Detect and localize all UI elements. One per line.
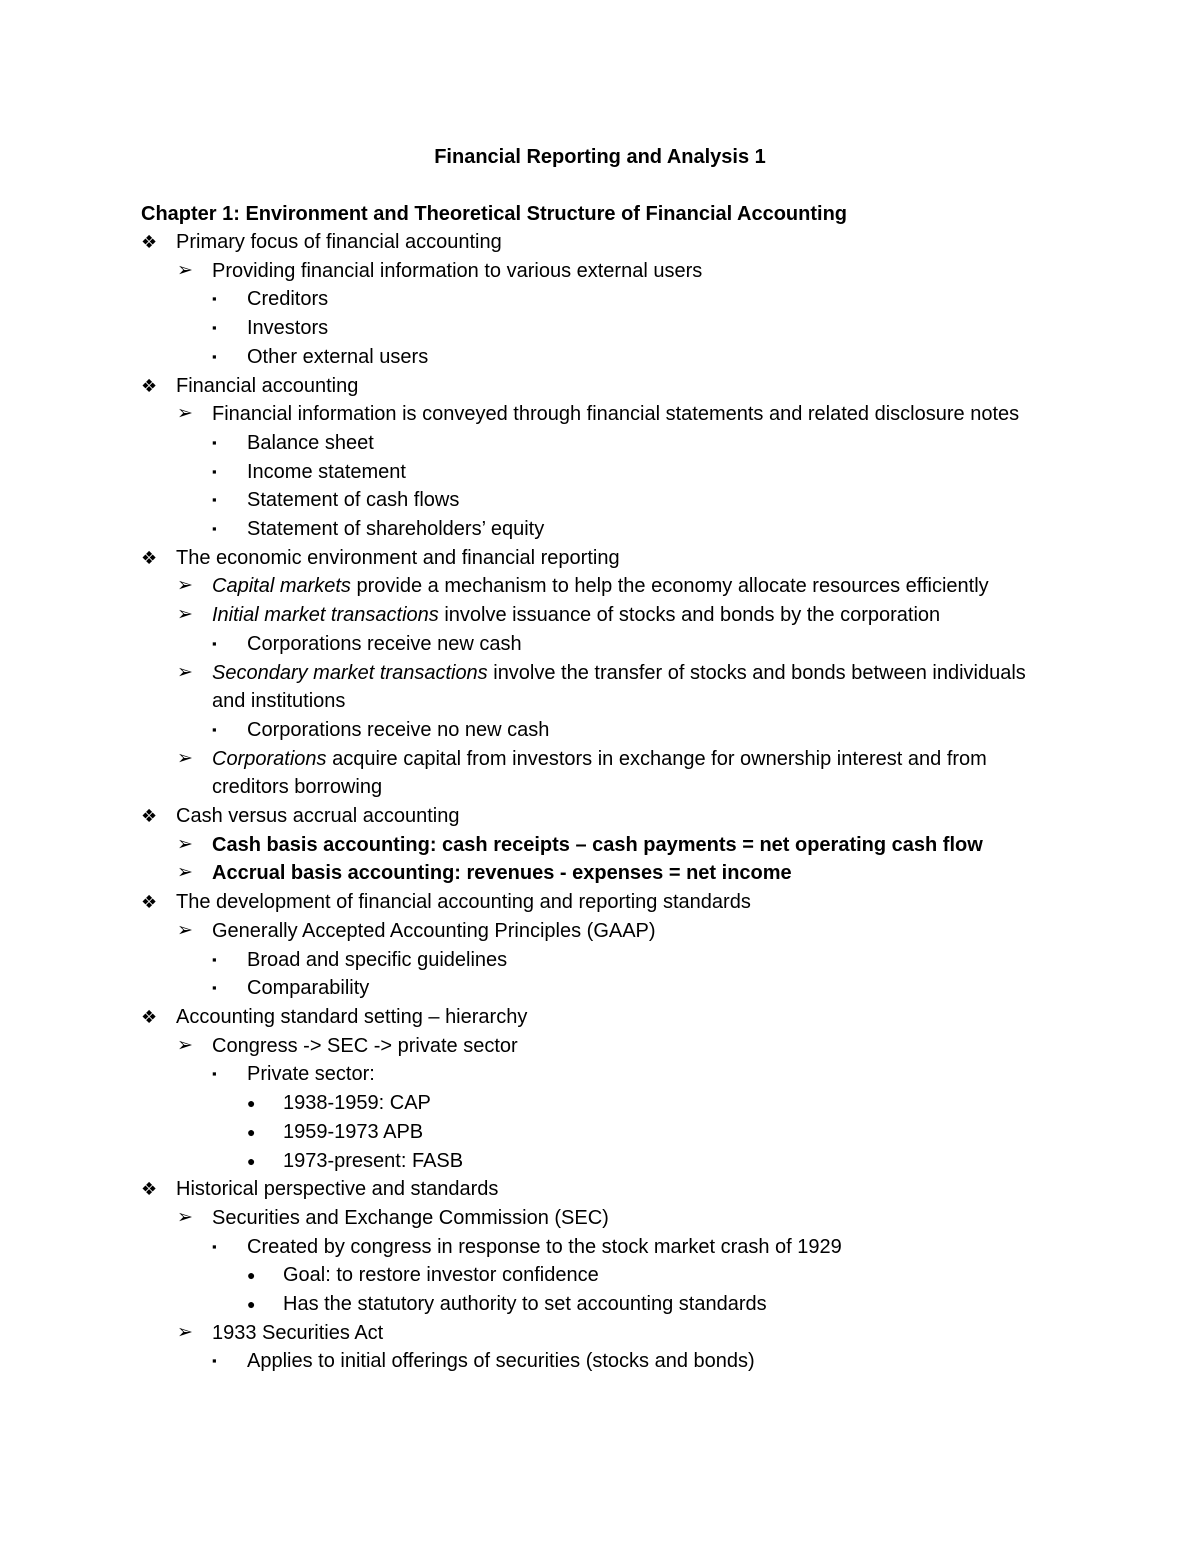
- outline-item-text: Comparability: [247, 977, 370, 1000]
- outline-item-level-4: [0, 1089, 1200, 1118]
- outline-item-text: Cash basis accounting: cash receipts – cash payments = net operating cash flow: [212, 833, 983, 856]
- diamond-bullet-icon: ❖: [141, 892, 158, 913]
- arrow-bullet-icon: ➢: [177, 862, 193, 884]
- diamond-bullet-icon: ❖: [141, 232, 158, 252]
- square-bullet-icon: ▪: [212, 635, 217, 651]
- outline-item-text: Financial accounting: [176, 374, 359, 397]
- arrow-bullet-icon: ➢: [177, 1034, 193, 1056]
- outline-item-text: Capital markets provide a mechanism to help the economy allocate resources efficiently: [212, 575, 989, 598]
- outline-item-level-3: [0, 515, 1200, 544]
- outline-item-text: 1938-1959: CAP: [283, 1092, 431, 1115]
- square-bullet-icon: ▪: [212, 291, 217, 307]
- outline-item-level-1: [0, 1003, 1200, 1032]
- outline-item-level-4: [0, 1118, 1200, 1147]
- outline-item-level-1: [0, 544, 1200, 573]
- diamond-bullet-icon: ❖: [141, 806, 158, 827]
- outline-item-text: Statement of shareholders’ equity: [247, 518, 545, 541]
- outline-item-text: Investors: [247, 317, 329, 340]
- square-bullet-icon: ▪: [212, 1353, 217, 1369]
- outline-item-text: 1933 Securities Act: [212, 1321, 384, 1344]
- outline-item-text: Balance sheet: [247, 431, 374, 454]
- round-bullet-icon: ●: [247, 1095, 256, 1112]
- diamond-bullet-icon: ❖: [141, 547, 158, 568]
- outline-item-level-2: [0, 601, 1200, 630]
- outline-item-level-2: [0, 831, 1200, 860]
- outline-item-text: Corporations acquire capital from investors in exchange for ownership interest and from creditors borrowing: [212, 747, 987, 799]
- outline-item-text: Financial information is conveyed through financial statements and related disclosure notes: [212, 403, 1020, 426]
- outline-item-text: Corporations receive no new cash: [247, 718, 550, 741]
- outline-item-text: Private sector:: [247, 1063, 375, 1086]
- outline-item-level-3: [0, 1347, 1200, 1376]
- outline-item-level-2: [0, 859, 1200, 888]
- outline-item-term: Initial market transactions: [212, 604, 439, 627]
- chapter-heading: Chapter 1: Environment and Theoretical Structure of Financial Accounting: [141, 203, 848, 225]
- outline-item-text: Initial market transactions involve issuance of stocks and bonds by the corporation: [212, 604, 941, 627]
- outline-item-term: Capital markets: [212, 575, 351, 598]
- outline-item-level-3: [0, 974, 1200, 1003]
- outline-item-level-2: [0, 1204, 1200, 1233]
- outline-item-text: The economic environment and financial reporting: [176, 546, 620, 569]
- outline-list: [0, 228, 1200, 1376]
- outline-item-text: 1959-1973 APB: [283, 1120, 424, 1143]
- outline-item-text: Accounting standard setting – hierarchy: [176, 1005, 528, 1028]
- outline-item-level-3: [0, 1060, 1200, 1089]
- outline-item-level-3: [0, 429, 1200, 458]
- arrow-bullet-icon: ➢: [177, 575, 193, 597]
- square-bullet-icon: ▪: [212, 1066, 217, 1082]
- outline-item-text: Accrual basis accounting: revenues - expenses = net income: [212, 862, 792, 885]
- square-bullet-icon: ▪: [212, 951, 217, 967]
- outline-item-level-1: [0, 802, 1200, 831]
- outline-item-level-3: [0, 716, 1200, 745]
- outline-item-text: Creditors: [247, 288, 329, 311]
- square-bullet-icon: ▪: [212, 463, 217, 479]
- outline-item-text: Secondary market transactions involve the transfer of stocks and bonds between individuals and institutions: [212, 661, 1026, 713]
- outline-item-level-2: [0, 659, 1200, 716]
- square-bullet-icon: ▪: [212, 980, 217, 996]
- outline-item-text: Broad and specific guidelines: [247, 948, 508, 971]
- outline-item-text: Congress -> SEC -> private sector: [212, 1034, 518, 1057]
- outline-item-text: Cash versus accrual accounting: [176, 805, 460, 828]
- square-bullet-icon: ▪: [212, 492, 217, 508]
- outline-item-text: Securities and Exchange Commission (SEC): [212, 1206, 609, 1229]
- outline-item-level-1: [0, 372, 1200, 401]
- arrow-bullet-icon: ➢: [177, 919, 193, 941]
- square-bullet-icon: ▪: [212, 434, 217, 450]
- diamond-bullet-icon: ❖: [141, 1006, 158, 1027]
- outline-item-level-4: [0, 1147, 1200, 1176]
- outline-item-text: Applies to initial offerings of securities (stocks and bonds): [247, 1350, 755, 1373]
- arrow-bullet-icon: ➢: [177, 1321, 193, 1343]
- outline-item-level-2: [0, 572, 1200, 601]
- outline-item-level-2: [0, 257, 1200, 286]
- outline-item-level-3: [0, 486, 1200, 515]
- outline-item-text: Primary focus of financial accounting: [176, 231, 502, 253]
- round-bullet-icon: ●: [247, 1152, 256, 1169]
- round-bullet-icon: ●: [247, 1267, 256, 1284]
- arrow-bullet-icon: ➢: [177, 259, 193, 281]
- outline-item-text: 1973-present: FASB: [283, 1149, 464, 1172]
- outline-item-term: Corporations: [212, 747, 327, 770]
- outline-item-term: Secondary market transactions: [212, 661, 488, 684]
- outline-item-text: Other external users: [247, 345, 429, 368]
- outline-item-text: Corporations receive new cash: [247, 632, 522, 655]
- square-bullet-icon: ▪: [212, 721, 217, 737]
- outline-item-level-1: [0, 888, 1200, 917]
- square-bullet-icon: ▪: [212, 1238, 217, 1254]
- outline-item-text: Providing financial information to various external users: [212, 259, 703, 282]
- outline-item-level-3: [0, 630, 1200, 659]
- outline-item-text: Has the statutory authority to set accounting standards: [283, 1293, 767, 1316]
- square-bullet-icon: ▪: [212, 320, 217, 336]
- outline-item-level-2: [0, 745, 1200, 802]
- outline-item-level-1: [0, 228, 1200, 257]
- outline-item-level-3: [0, 458, 1200, 487]
- arrow-bullet-icon: ➢: [177, 604, 193, 626]
- square-bullet-icon: ▪: [212, 348, 217, 364]
- outline-item-text: Income statement: [247, 460, 406, 483]
- arrow-bullet-icon: ➢: [177, 403, 193, 425]
- outline-item-level-2: [0, 1319, 1200, 1348]
- arrow-bullet-icon: ➢: [177, 833, 193, 855]
- outline-item-level-2: [0, 400, 1200, 429]
- round-bullet-icon: ●: [247, 1123, 256, 1140]
- outline-item-level-3: [0, 285, 1200, 314]
- outline-item-text: The development of financial accounting and reporting standards: [176, 891, 751, 914]
- arrow-bullet-icon: ➢: [177, 661, 193, 683]
- outline-item-level-4: [0, 1290, 1200, 1319]
- arrow-bullet-icon: ➢: [177, 747, 193, 769]
- outline-item-text: Generally Accepted Accounting Principles (GAAP): [212, 919, 656, 942]
- outline-item-level-3: [0, 946, 1200, 975]
- outline-item-level-3: [0, 314, 1200, 343]
- outline-item-text: Historical perspective and standards: [176, 1178, 499, 1201]
- outline-item-level-3: [0, 343, 1200, 372]
- outline-item-text: Created by congress in response to the stock market crash of 1929: [247, 1235, 842, 1258]
- diamond-bullet-icon: ❖: [141, 375, 158, 396]
- document-title: Financial Reporting and Analysis 1: [434, 146, 766, 168]
- outline-item-level-2: [0, 917, 1200, 946]
- outline-item-level-2: [0, 1032, 1200, 1061]
- diamond-bullet-icon: ❖: [141, 1179, 158, 1200]
- outline-item-level-1: [0, 1175, 1200, 1204]
- arrow-bullet-icon: ➢: [177, 1206, 193, 1228]
- outline-item-text: Statement of cash flows: [247, 489, 460, 512]
- outline-item-text: Goal: to restore investor confidence: [283, 1264, 599, 1287]
- outline-item-level-3: [0, 1233, 1200, 1262]
- square-bullet-icon: ▪: [212, 521, 217, 537]
- round-bullet-icon: ●: [247, 1296, 256, 1313]
- outline-item-level-4: [0, 1261, 1200, 1290]
